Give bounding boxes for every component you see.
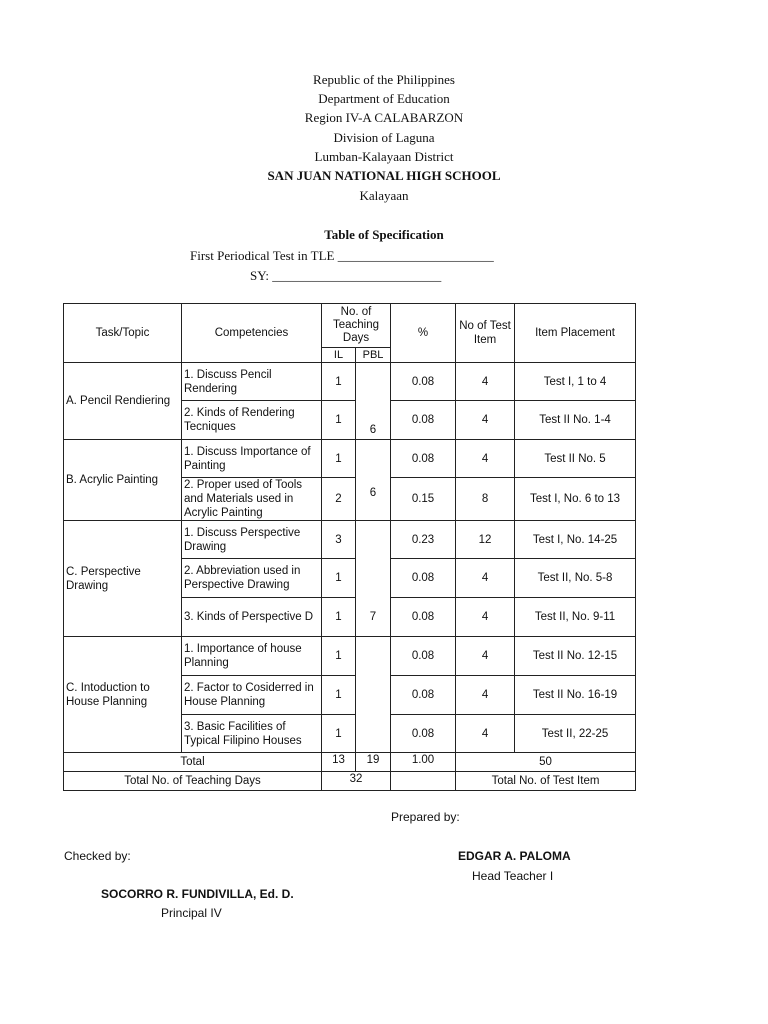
table-row [64, 521, 636, 559]
document-title: Table of Specification [324, 227, 444, 242]
items-cell: 4 [456, 637, 515, 676]
task-topic-cell: A. Pencil Rendiering [64, 363, 182, 440]
pbl-cell [356, 637, 391, 753]
percent-cell: 0.08 [391, 363, 456, 401]
table-row [64, 363, 636, 401]
il-cell: 2 [322, 478, 356, 521]
checker-name: SOCORRO R. FUNDIVILLA, Ed. D. [101, 887, 294, 901]
total-row [64, 753, 636, 772]
percent-cell: 0.08 [391, 559, 456, 598]
competency-cell: 1. Discuss Perspective Drawing [182, 521, 322, 559]
total-items: 50 [456, 753, 636, 772]
il-cell: 3 [322, 521, 356, 559]
header-percent: % [391, 304, 456, 363]
items-cell: 4 [456, 559, 515, 598]
total-days-row [64, 772, 636, 791]
header-item-placement: Item Placement [515, 304, 636, 363]
il-cell: 1 [322, 559, 356, 598]
header-competencies: Competencies [182, 304, 322, 363]
header-il: IL [322, 348, 356, 363]
percent-cell: 0.08 [391, 598, 456, 637]
header-republic: Republic of the Philippines [313, 72, 455, 87]
placement-cell: Test I, 1 to 4 [515, 363, 636, 401]
specification-table [63, 303, 636, 791]
placement-cell: Test II No. 1-4 [515, 401, 636, 440]
total-items-label: Total No. of Test Item [456, 772, 636, 791]
percent-cell: 0.08 [391, 401, 456, 440]
prepared-by-label: Prepared by: [391, 810, 460, 824]
items-cell: 4 [456, 440, 515, 478]
il-cell: 1 [322, 440, 356, 478]
placement-cell: Test II No. 16-19 [515, 676, 636, 715]
total-days-value: 32 [322, 772, 391, 791]
total-percent: 1.00 [391, 753, 456, 772]
competency-cell: 2. Factor to Cosiderred in House Planning [182, 676, 322, 715]
pbl-cell: 7 [356, 521, 391, 637]
items-cell: 8 [456, 478, 515, 521]
competency-cell: 1. Discuss Importance of Painting [182, 440, 322, 478]
placement-cell: Test II No. 12-15 [515, 637, 636, 676]
header-division: Division of Laguna [333, 130, 435, 145]
preparer-name: EDGAR A. PALOMA [458, 849, 571, 863]
header-region: Region IV-A CALABARZON [304, 110, 464, 125]
competency-cell: 2. Proper used of Tools and Materials used in Acrylic Painting [182, 478, 322, 521]
header-pbl: PBL [356, 348, 391, 363]
placement-cell: Test II No. 5 [515, 440, 636, 478]
checked-by-label: Checked by: [64, 849, 131, 863]
placement-cell: Test I, No. 14-25 [515, 521, 636, 559]
il-cell: 1 [322, 363, 356, 401]
school-town: Kalayaan [359, 188, 409, 203]
pbl-cell: 6 [356, 363, 391, 440]
table-header-row [64, 304, 636, 348]
task-topic-cell: B. Acrylic Painting [64, 440, 182, 521]
total-days-label: Total No. of Teaching Days [64, 772, 322, 791]
placement-cell: Test I, No. 6 to 13 [515, 478, 636, 521]
competency-cell: 3. Kinds of Perspective D [182, 598, 322, 637]
il-cell: 1 [322, 637, 356, 676]
items-cell: 4 [456, 715, 515, 753]
percent-cell: 0.08 [391, 440, 456, 478]
competency-cell: 2. Kinds of Rendering Tecniques [182, 401, 322, 440]
il-cell: 1 [322, 676, 356, 715]
items-cell: 12 [456, 521, 515, 559]
percent-cell: 0.08 [391, 715, 456, 753]
total-label: Total [64, 753, 322, 772]
task-topic-cell: C. Intoduction to House Planning [64, 637, 182, 753]
percent-cell: 0.15 [391, 478, 456, 521]
competency-cell: 1. Importance of house Planning [182, 637, 322, 676]
total-pbl: 19 [356, 753, 391, 772]
items-cell: 4 [456, 401, 515, 440]
items-cell: 4 [456, 598, 515, 637]
placement-cell: Test II, No. 5-8 [515, 559, 636, 598]
header-teaching-days: No. of Teaching Days [322, 304, 391, 348]
competency-cell: 2. Abbreviation used in Perspective Drawing [182, 559, 322, 598]
header-district: Lumban-Kalayaan District [314, 149, 454, 164]
task-topic-cell: C. Perspective Drawing [64, 521, 182, 637]
percent-cell: 0.08 [391, 637, 456, 676]
test-line: First Periodical Test in TLE ________________________ [190, 248, 494, 263]
total-il: 13 [322, 753, 356, 772]
sy-line: SY: __________________________ [250, 268, 442, 283]
il-cell: 1 [322, 401, 356, 440]
competency-cell: 1. Discuss Pencil Rendering [182, 363, 322, 401]
header-department: Department of Education [318, 91, 450, 106]
placement-cell: Test II, 22-25 [515, 715, 636, 753]
percent-cell: 0.08 [391, 676, 456, 715]
school-name: SAN JUAN NATIONAL HIGH SCHOOL [267, 168, 501, 183]
preparer-title: Head Teacher I [472, 869, 554, 883]
percent-cell: 0.23 [391, 521, 456, 559]
il-cell: 1 [322, 715, 356, 753]
checker-title: Principal IV [161, 906, 222, 920]
placement-cell: Test II, No. 9-11 [515, 598, 636, 637]
competency-cell: 3. Basic Facilities of Typical Filipino Houses [182, 715, 322, 753]
empty-cell [391, 772, 456, 791]
table-row [64, 440, 636, 478]
il-cell: 1 [322, 598, 356, 637]
pbl-cell: 6 [356, 440, 391, 521]
items-cell: 4 [456, 676, 515, 715]
table-row [64, 637, 636, 676]
items-cell: 4 [456, 363, 515, 401]
header-test-items: No of Test Item [456, 304, 515, 363]
header-task-topic: Task/Topic [64, 304, 182, 363]
